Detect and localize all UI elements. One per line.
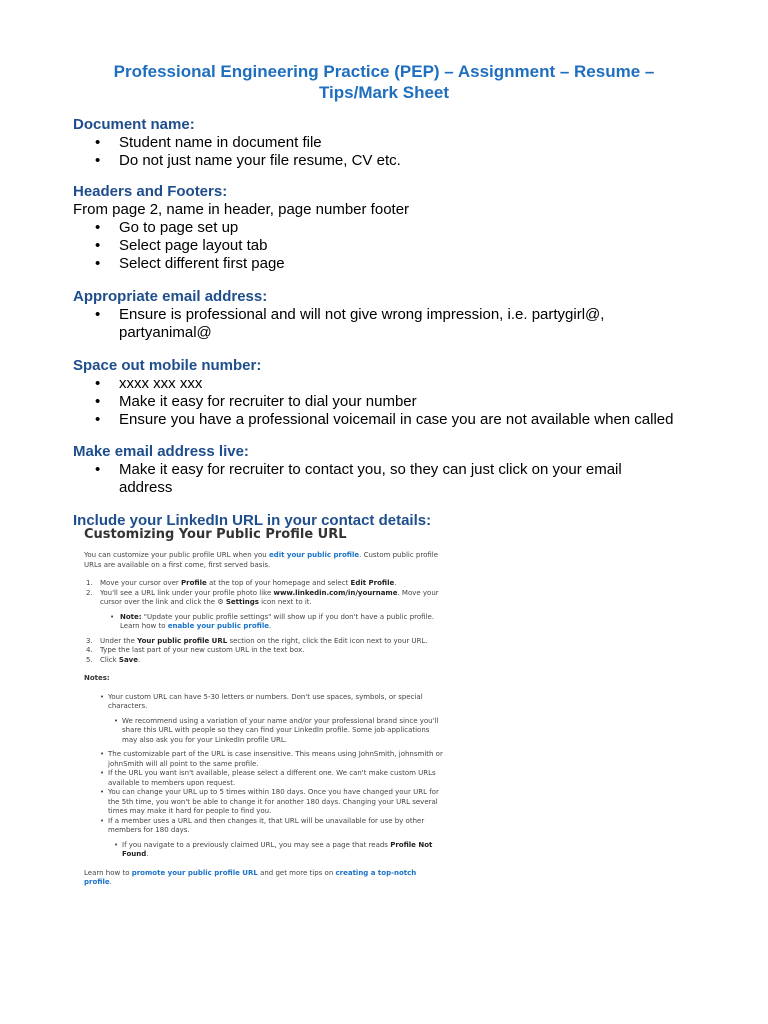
list-item: • We recommend using a variation of your name and/or your professional brand since you'll share this URL with people so they can find your LinkedIn profile. Some job applications may also ask you for your LinkedIn profile URL. <box>84 717 444 746</box>
bullet-list <box>73 375 713 429</box>
page-title <box>60 61 708 103</box>
enable-public-profile-link[interactable]: enable your public profile <box>167 622 270 630</box>
text: Type the last part of your new custom URL in the text box. <box>100 646 305 654</box>
linkedin-help-screenshot <box>84 527 444 888</box>
text: Edit Profile <box>350 579 395 587</box>
list-item: 3. Under the Your public profile URL section on the right, click the Edit icon next to your URL. <box>86 636 428 645</box>
text: . <box>394 579 397 587</box>
text: You can customize your public profile URL when you <box>84 551 269 559</box>
list-item: • If a member uses a URL and then changes it, that URL will be unavailable for use by other members for 180 days. <box>84 817 444 836</box>
text: "Update your public profile settings" will show up if you don't have a public profile. Learn how to <box>120 612 435 630</box>
text: . Move your cursor over the link and click the <box>100 588 439 606</box>
section-heading: Make email address live: <box>73 443 249 460</box>
help-footer <box>84 869 444 888</box>
list-item: • If the URL you want isn't available, please select a different one. We can't make custom URLs available to members upon request. <box>84 769 444 788</box>
section-email-live <box>73 443 713 497</box>
list-item: • Student name in document file <box>73 134 713 152</box>
text: . <box>109 878 112 886</box>
text: . <box>137 655 141 664</box>
title-line-1: Professional Engineering Practice (PEP) – Assignment – Resume – <box>113 62 655 81</box>
text: www.linkedin.com/in/yourname <box>273 588 398 597</box>
list-item: • Select page layout tab <box>73 237 713 255</box>
text: and get more tips on <box>257 868 336 877</box>
text: If you navigate to a previously claimed URL, you may see a page that reads <box>122 840 391 849</box>
bullet-list <box>73 306 673 342</box>
text: section on the right, click the Edit icon next to your URL. <box>227 636 428 645</box>
text: Note: <box>120 612 142 621</box>
text: Click <box>100 655 119 664</box>
notes-heading: Notes: <box>84 674 110 682</box>
list-item: 2. You'll see a URL link under your profile photo like www.linkedin.com/in/yourname. Move your cursor over the link and click the ⚙ Settings icon next to it. <box>86 588 439 606</box>
list-item: • Go to page set up <box>73 219 713 237</box>
list-item: 4. Type the last part of your new custom URL in the text box. <box>86 646 305 654</box>
gear-icon: ⚙ <box>217 598 224 606</box>
edit-public-profile-link[interactable]: edit your public profile <box>268 551 360 559</box>
list-item <box>84 841 444 860</box>
list-item <box>84 613 444 632</box>
section-intro: From page 2, name in header, page number footer <box>73 201 410 218</box>
top-notch-profile-link[interactable]: creating a top-notch profile <box>84 868 417 886</box>
bullet-list <box>73 134 713 170</box>
section-heading: Document name: <box>73 116 195 133</box>
text: Profile Not Found <box>122 840 433 858</box>
list-item: • Do not just name your file resume, CV etc. <box>73 152 713 170</box>
bullet-list <box>73 219 713 273</box>
list-item: • Make it easy for recruiter to contact you, so they can just click on your email address <box>73 461 663 497</box>
bullet-list <box>73 461 663 497</box>
section-headers-footers <box>73 183 713 273</box>
text: You'll see a URL link under your profile photo like <box>100 588 274 597</box>
text: Profile <box>181 579 207 587</box>
list-item: • Ensure is professional and will not give wrong impression, i.e. partygirl@, partyanimal@ <box>73 306 673 342</box>
section-mobile <box>73 357 713 429</box>
text: Save <box>118 655 138 664</box>
section-heading: Space out mobile number: <box>73 357 262 374</box>
list-item: 5. Click Save. <box>86 655 141 664</box>
text: icon next to it. <box>258 598 312 606</box>
help-intro <box>84 551 444 570</box>
list-item: 1. Move your cursor over Profile at the top of your homepage and select Edit Profile. <box>86 579 397 587</box>
list-item: • Select different first page <box>73 255 713 273</box>
text: . <box>146 850 149 858</box>
text: Under the <box>100 636 138 645</box>
section-document-name <box>73 116 713 170</box>
text: Settings <box>225 598 259 606</box>
list-item: • Ensure you have a professional voicemail in case you are not available when called <box>73 411 713 429</box>
section-heading: Appropriate email address: <box>73 288 268 305</box>
text: Learn how to <box>84 868 132 877</box>
list-item: • You can change your URL up to 5 times within 180 days. Once you have changed your URL for the 5th time, you won't be able to change it for another 180 days. Changing your URL several times may make it hard for people to find you. <box>84 788 444 817</box>
text: Move your cursor over <box>100 579 181 587</box>
section-heading: Headers and Footers: <box>73 183 228 200</box>
text: at the top of your homepage and select <box>206 579 351 587</box>
list-item: • Your custom URL can have 5-30 letters or numbers. Don't use spaces, symbols, or special characters. <box>84 693 444 712</box>
list-item: • xxxx xxx xxx <box>73 375 713 393</box>
promote-profile-link[interactable]: promote your public profile URL <box>131 868 258 877</box>
section-email <box>73 288 713 342</box>
list-item: • The customizable part of the URL is case insensitive. This means using JohnSmith, johnsmith or johnSmith will all point to the same profile. <box>84 750 444 769</box>
list-item: • Make it easy for recruiter to dial your number <box>73 393 713 411</box>
title-line-2: Tips/Mark Sheet <box>318 83 450 102</box>
section-heading: Include your LinkedIn URL in your contact details: <box>73 512 432 529</box>
text: . Custom public profile URLs are available on a first come, first served basis. <box>84 551 439 569</box>
steps-list <box>84 579 444 608</box>
steps-list <box>84 637 444 666</box>
help-title: Customizing Your Public Profile URL <box>84 527 347 542</box>
text: Your public profile URL <box>137 636 228 645</box>
text: . <box>269 622 272 630</box>
